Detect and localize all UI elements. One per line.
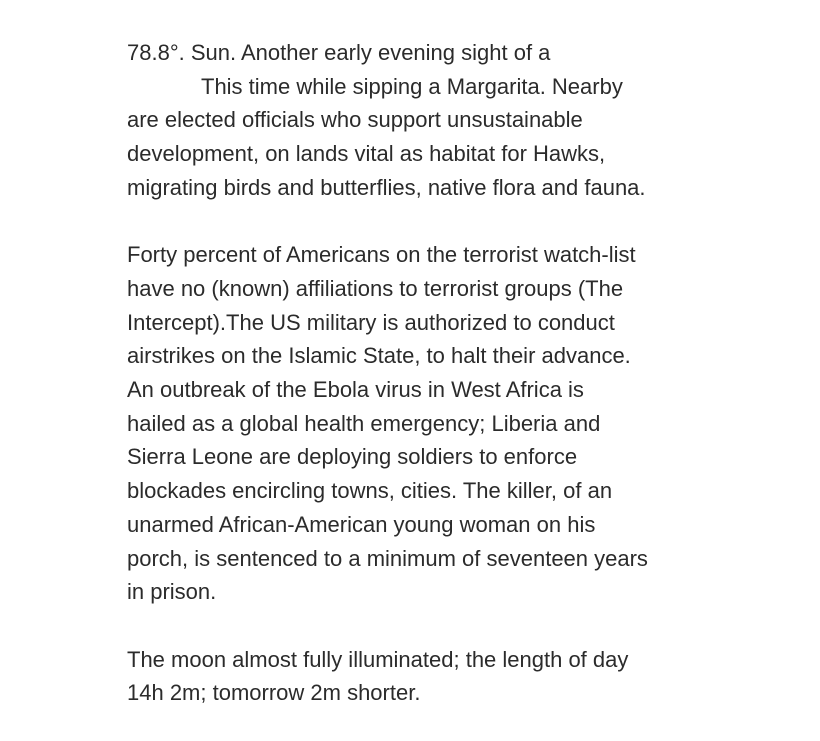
text-line: blockades encircling towns, cities. The killer, of an [127, 478, 613, 504]
paragraph-gap [127, 609, 777, 643]
text-line: are elected officials who support unsustainable [127, 107, 583, 133]
text-line: Sierra Leone are deploying soldiers to enforce [127, 444, 578, 470]
text-line: The moon almost fully illuminated; the length of day [127, 646, 629, 672]
document-body [127, 36, 777, 710]
text-line: 14h 2m; tomorrow 2m shorter. [127, 680, 421, 706]
text-line: unarmed African-American young woman on his [127, 511, 596, 537]
text-line: porch, is sentenced to a minimum of seventeen years [127, 545, 648, 571]
text-line: development, on lands vital as habitat for Hawks, [127, 141, 606, 167]
text-line: Forty percent of Americans on the terrorist watch-list [127, 242, 636, 268]
paragraph-moon [127, 643, 777, 710]
text-line: Intercept).The US military is authorized to conduct [127, 309, 615, 335]
paragraph-news [127, 238, 777, 609]
text-line: This time while sipping a Margarita. Nearby [201, 73, 623, 99]
text-line: airstrikes on the Islamic State, to halt their advance. [127, 343, 631, 369]
text-line: in prison. [127, 579, 217, 605]
text-line: hailed as a global health emergency; Liberia and [127, 410, 601, 436]
text-line: 78.8°. Sun. Another early evening sight of a [127, 40, 551, 65]
text-line: migrating birds and butterflies, native flora and fauna. [127, 174, 646, 200]
text-line: An outbreak of the Ebola virus in West Africa is [127, 377, 584, 403]
paragraph-gap [127, 205, 777, 239]
text-line: have no (known) affiliations to terrorist groups (The [127, 275, 624, 301]
paragraph-weather [127, 36, 777, 205]
